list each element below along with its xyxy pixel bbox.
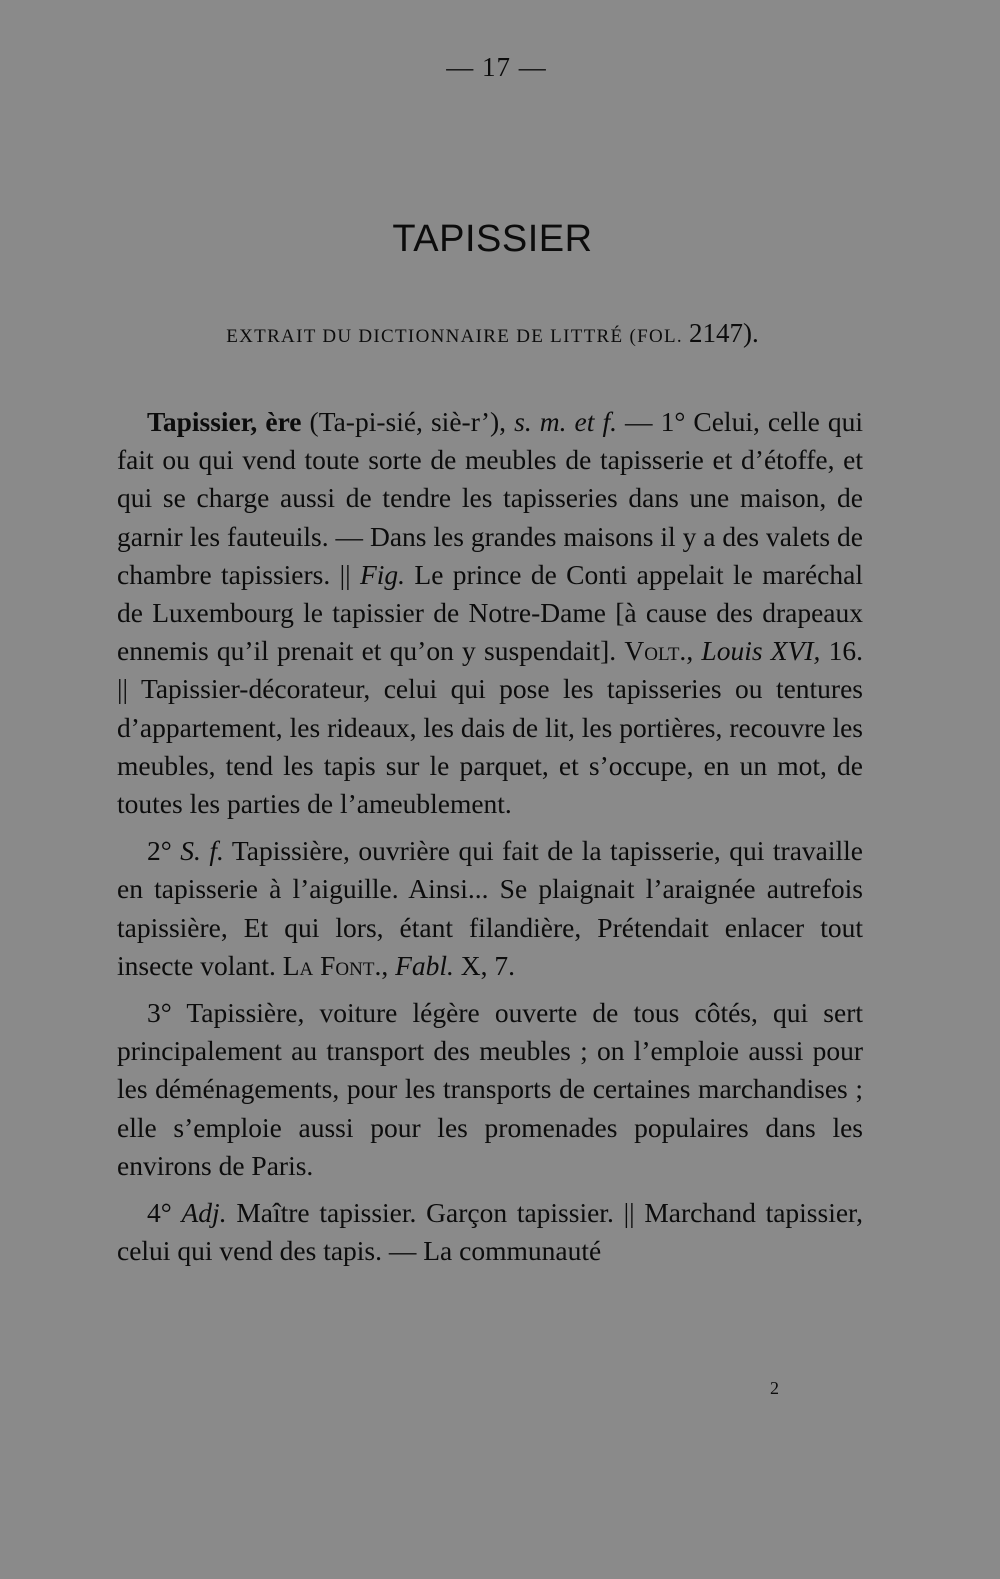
- p2-text-a: Tapissière, ouvrière qui fait de la tapisserie, qui travaille en tapisserie à l’aiguille. Ainsi... Se plaignait l’araignée autrefois tapissière, Et qui lors, étant filandière, Prétendait enlacer tout insecte volant.: [117, 835, 863, 981]
- paragraph-2: [117, 832, 863, 985]
- paragraph-3: 3° Tapissière, voiture légère ouverte de tous côtés, qui sert principalement au transport des meubles ; on l’emploie aussi pour les déménagements, pour les transports de certaines marchandises ; elle s’emploie aussi pour les promenades populaires dans les environs de Paris.: [117, 997, 863, 1181]
- p2-number: 2°: [147, 835, 181, 867]
- p1-text-b: Le prince de Conti appelait le maréchal de Luxembourg le tapissier de Notre-Dame [à cause des drapeaux ennemis qu’il prenait et qu’on y suspendait].: [117, 558, 863, 667]
- work-louis: Louis XVI,: [701, 635, 821, 667]
- entry-body: [117, 403, 863, 1279]
- paragraph-1: [117, 403, 863, 823]
- p2-text-b: ,: [381, 949, 396, 981]
- p4-adj: Adj.: [181, 1197, 227, 1229]
- p2-grammar: S. f.: [180, 835, 224, 867]
- grammar-label: s. m. et f.: [514, 406, 617, 437]
- p2-text-c: X, 7.: [453, 949, 516, 981]
- work-fables: Fabl.: [395, 949, 454, 981]
- p1-text-d: 16. || Tapissier-décorateur, celui qui pose les tapisseries ou tentures d’appartement, les rideaux, les dais de lit, les portières, recouvre les meubles, tend les tapis sur le parquet, et s’occupe, en un mot, de toutes les parties de l’ameublement.: [117, 635, 864, 820]
- pronunciation: (Ta-pi-sié, siè-r’),: [301, 406, 515, 437]
- p1-text-c: ,: [686, 635, 702, 667]
- page-number: — 17 —: [446, 52, 547, 82]
- author-voltaire: Volt.: [624, 635, 687, 667]
- headword: Tapissier, ère: [147, 406, 302, 437]
- subtitle-end: ).: [742, 318, 759, 348]
- fig-label: Fig.: [359, 558, 406, 590]
- subtitle-text: EXTRAIT DU DICTIONNAIRE DE LITTRÉ (FOL.: [226, 326, 689, 347]
- subtitle: [0, 318, 985, 349]
- signature-mark: 2: [770, 1378, 779, 1398]
- subtitle-folio: 2147: [688, 318, 743, 348]
- p1-text-a: — 1° Celui, celle qui fait ou qui vend toute sorte de meubles de tapisserie et d’étoffe, et qui se charge aussi de tendre les tapisseries dans une maison, de garnir les fauteuils. — Dans les grandes maisons il y a des valets de chambre tapissiers. ||: [117, 406, 863, 590]
- paragraph-4: [117, 1194, 863, 1270]
- author-lafontaine: La Font.: [282, 949, 382, 981]
- p4-text-a: Maître tapissier. Garçon tapissier. || Marchand tapissier, celui qui vend des tapis. — La communauté: [117, 1197, 863, 1267]
- page-title: TAPISSIER: [392, 218, 593, 260]
- p4-number: 4°: [147, 1197, 182, 1229]
